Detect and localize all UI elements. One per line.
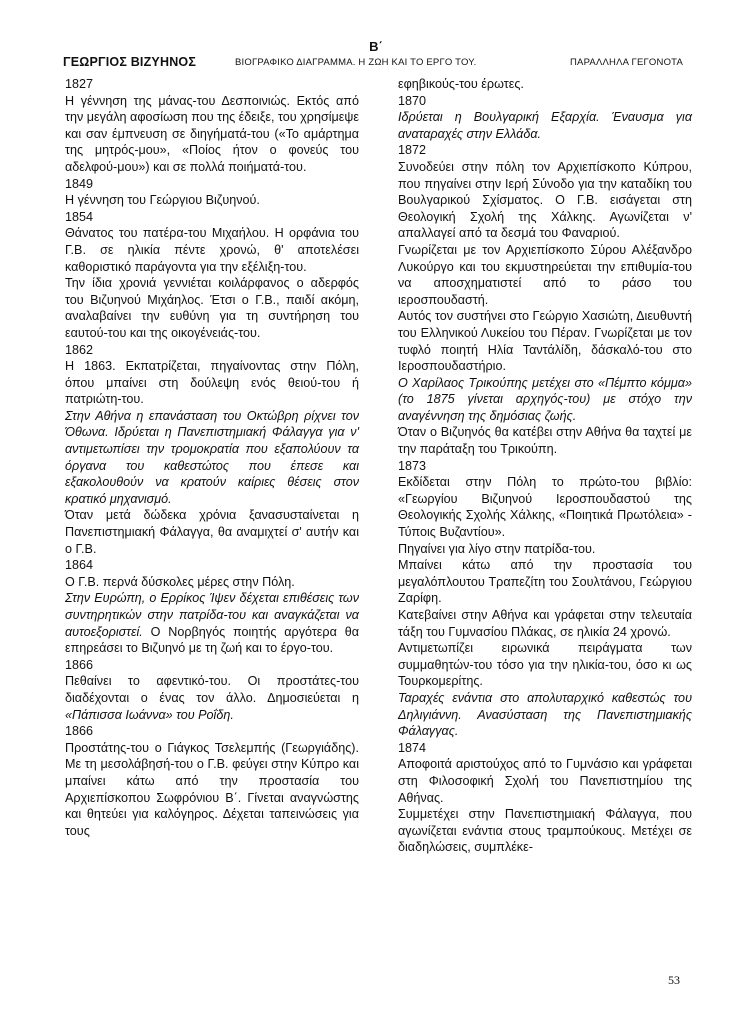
paragraph: Συμμετέχει στην Πανεπιστημιακή Φάλαγγα, που αγωνίζεται ενάντια στους τραμπούκους. Μετέχει σε διαδηλώσεις, συμπλέκε- <box>398 807 692 855</box>
biography-subtitle: ΒΙΟΓΡΑΦΙΚΟ ΔΙΑΓΡΑΜΜΑ. Η ΖΩΗ ΚΑΙ ΤΟ ΕΡΓΟ ΤΟΥ. <box>235 57 477 68</box>
paragraph: Η γέννηση του Γεώργιου Βιζυηνού. <box>65 193 260 208</box>
year-label: 1849 <box>65 176 94 191</box>
paragraph: Κατεβαίνει στην Αθήνα και γράφεται στην τελευταία τάξη του Γυμνασίου Πλάκας, σε ηλικία 24 χρονώ. <box>398 608 692 639</box>
year-label: 1862 <box>65 342 94 357</box>
parallel-event-text: «Πάπισσα Ιωάννα» του Ροΐδη. <box>65 707 234 722</box>
paragraph: Ο Γ.Β. περνά δύσκολες μέρες στην Πόλη. <box>65 574 295 589</box>
paragraph: Αυτός τον συστήνει στο Γεώργιο Χασιώτη, Διευθυντή του Ελληνικού Λυκείου του Πέραν. Γνωρίζεται με τον τυφλό ποιητή Ηλία Ταντάλίδη, δάσκαλό-του στο Ιεροσπουδαστήριο. <box>398 309 692 374</box>
paragraph: Θάνατος του πατέρα-του Μιχαήλου. Η ορφάνια του Γ.Β. σε ηλικία πέντε χρονώ, θ' αποτελέσει καθοριστικό παράγοντα για την εξέλιξη-του. <box>65 226 359 274</box>
parallel-event-paragraph: Στην Αθήνα η επανάσταση του Οκτώβρη ρίχνει τον Όθωνα. Ιδρύεται η Πανεπιστημιακή Φάλαγγα για ν' αντιμετωπίσει την τρομοκρατία που εξαπολύουν τα όργανα του καθεστώτος που έπεσε και εξακολουθούν να κρατούν καίριες θέσεις στον κρατικό μηχανισμό. <box>65 408 359 506</box>
year-label: 1866 <box>65 657 94 672</box>
paragraph: Γνωρίζεται με τον Αρχιεπίσκοπο Σύρου Αλέξανδρο Λυκούργο και του εκμυστηρεύεται την επιθυμία-του να αποσχηματιστεί από το ράσο του ιεροσπουδαστή. <box>398 242 692 307</box>
paragraph: Την ίδια χρονιά γεννιέται κοιλάρφανος ο αδερφός του Βιζυηνού Μιχάηλος. Έτσι ο Γ.Β., παιδί ακόμη, αναλαβαίνει την ευθύνη για τη συντήρηση του εαυτού-του και της οικογένειάς-του. <box>65 276 359 340</box>
section-letter: Β΄ <box>369 39 383 54</box>
page-number: 53 <box>668 973 680 987</box>
paragraph: Αποφοιτά αριστούχος από το Γυμνάσιο και γράφεται στη Φιλοσοφική Σχολή του Πανεπιστημίου της Αθήνας. <box>398 757 692 805</box>
year-label: 1854 <box>65 209 94 224</box>
paragraph: Αντιμετωπίζει ειρωνικά πειράγματα των συμμαθητών-του τόσο για την ηλικία-του, όσο κι ως Τουρκομερίτης. <box>398 641 692 689</box>
author-name: ΓΕΩΡΓΙΟΣ ΒΙΖΥΗΝΟΣ <box>63 55 197 69</box>
year-label: 1873 <box>398 458 427 473</box>
parallel-event-text: Στην Ευρώπη, ο Ερρίκος Ίψεν δέχεται επιθέσεις των συντηρητικών στην πατρίδα-του και αναγκάζεται να αυτοεξοριστεί. <box>65 591 359 639</box>
paragraph: Η γέννηση της μάνας-του Δεσποινιώς. Εκτός από την μεγάλη αφοσίωση που της έδειξε, του χρησίμεψε και σαν έμπνευση σε διηγήματά-του («Το αμάρτημα της μητρός-μου», «Ποίος ήτον ο φονεύς του αδελφού-μου») και σε πολλά ποιήματά-του. <box>65 93 359 174</box>
paragraph: Όταν ο Βιζυηνός θα κατέβει στην Αθήνα θα ταχτεί με την παράταξη του Τρικούπη. <box>398 425 692 457</box>
paragraph: Πηγαίνει για λίγο στην πατρίδα-του. <box>398 541 596 556</box>
year-label: 1864 <box>65 558 94 573</box>
parallel-events-heading: ΠΑΡΑΛΛΗΛΑ ΓΕΓΟΝΟΤΑ <box>570 57 683 68</box>
paragraph: Εκδίδεται στην Πόλη το πρώτο-του βιβλίο: «Γεωργίου Βιζυηνού Ιεροσπουδαστού της Θεολογικής Σχολής Χάλκης, «Ποιητικά Πρωτόλεια» - Τύποις Βυζαντίου». <box>398 475 692 540</box>
paragraph: Συνοδεύει στην πόλη τον Αρχιεπίσκοπο Κύπρου, που πηγαίνει στην Ιερή Σύνοδο για την καταδίκη του Βουλγαρικού Σχίσματος. Ο Γ.Β. εισάγεται στη Θεολογική Σχολή της Χάλκης. Αγωνίζεται ν' απαλλαγεί από τα δεσμά του Φαναριού. <box>398 159 692 241</box>
year-label: 1872 <box>398 143 427 158</box>
paragraph: Μπαίνει κάτω από την προστασία του μεγαλόπλουτου Τραπεζίτη του Σουλτάνου, Γεώργιου Ζαρίφη. <box>398 558 692 606</box>
mixed-paragraph <box>65 590 359 656</box>
year-label: 1866 <box>65 724 94 739</box>
paragraph: Η 1863. Εκπατρίζεται, πηγαίνοντας στην Πόλη, όπου μπαίνει στη δούλεψη ενός θειού-του ή πατριώτη-του. <box>65 359 359 407</box>
mixed-paragraph <box>65 673 359 723</box>
right-column <box>398 76 692 856</box>
year-label: 1874 <box>398 740 427 755</box>
year-label: 1827 <box>65 77 94 91</box>
parallel-event-paragraph: Ταραχές ενάντια στο απολυταρχικό καθεστώς του Δηλιγιάννη. Ανασύσταση της Πανεπιστημιακής Φάλαγγας. <box>398 690 692 739</box>
paragraph: Προστάτης-του ο Γιάγκος Τσελεμπής (Γεωργιάδης). Με τη μεσολάβησή-του ο Γ.Β. φεύγει στην Κύπρο και μπαίνει κάτω από την προστασία του Αρχιεπίσκοπου Σωφρόνιου Β΄. Γίνεται αναγνώστης και θητεύει για καλόγηρος. Δέχεται ταπεινώσεις για τους <box>65 740 359 838</box>
paragraph-text: Ο Νορβηγός ποιητής αργότερα θα επηρεάσει το Βιζυηνό με τη ζωή και το έργο-του. <box>65 624 359 656</box>
parallel-event-paragraph: Ιδρύεται η Βουλγαρική Εξαρχία. Έναυσμα για αναταραχές στην Ελλάδα. <box>398 110 692 141</box>
paragraph: Όταν μετά δώδεκα χρόνια ξανασυσταίνεται η Πανεπιστημιακή Φάλαγγα, θα αναμιχτεί σ' αυτήν και ο Γ.Β. <box>65 508 359 556</box>
left-column <box>65 76 359 839</box>
parallel-event-paragraph: Ο Χαρίλαος Τρικούπης μετέχει στο «Πέμπτο κόμμα» (το 1875 γίνεται αρχηγός-του) με στόχο την αναγέννηση της δημόσιας ζωής. <box>398 375 692 423</box>
paragraph-text: Πεθαίνει το αφεντικό-του. Οι προστάτες-του διαδέχονται ο ένας τον άλλο. Δημοσιεύεται η <box>65 674 359 705</box>
paragraph: εφηβικούς-του έρωτες. <box>398 77 524 91</box>
year-label: 1870 <box>398 93 427 108</box>
